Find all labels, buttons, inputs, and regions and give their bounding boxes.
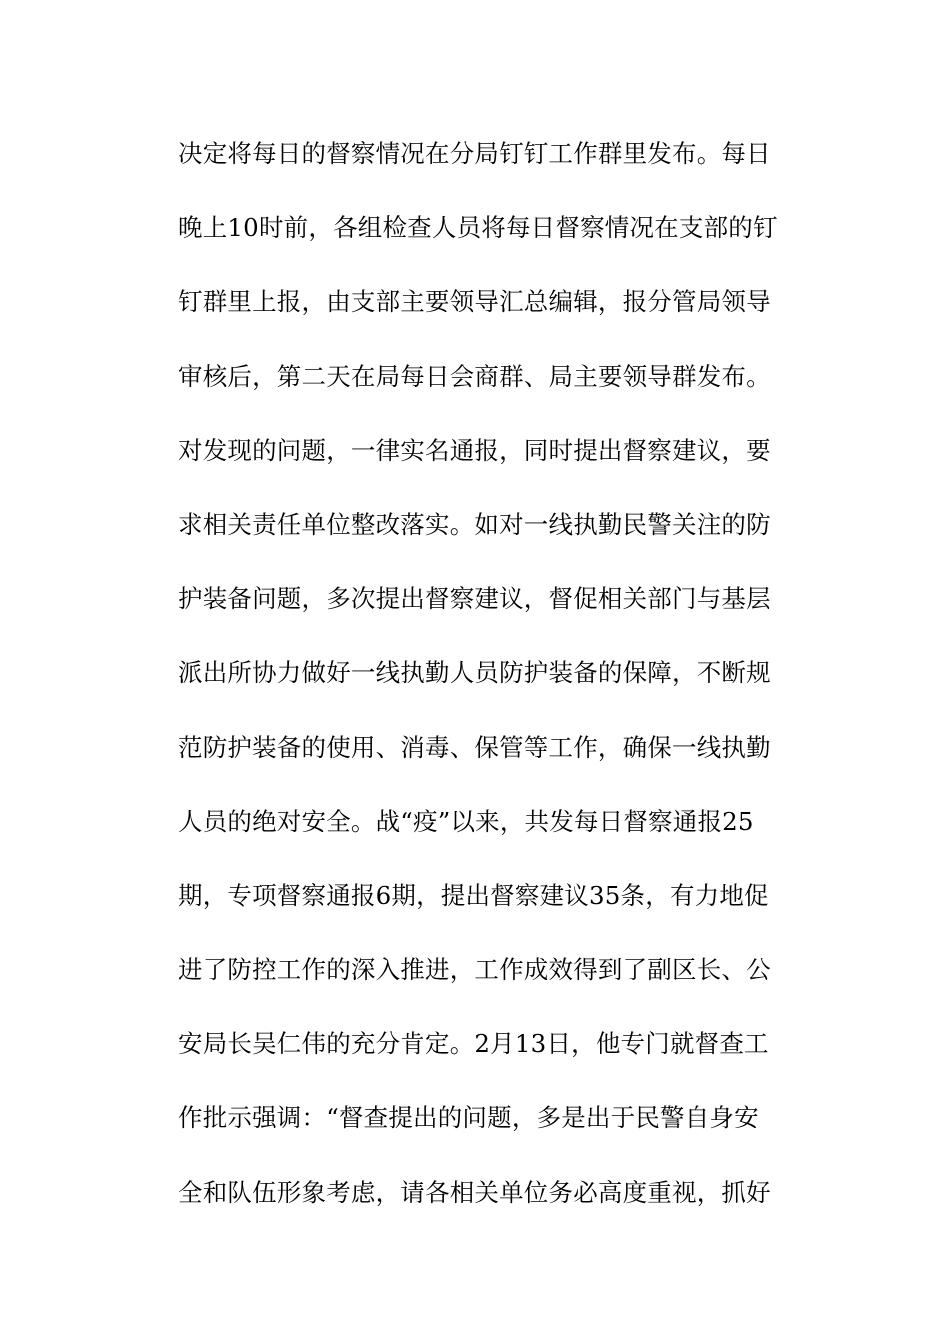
text-line: 人员的绝对安全。战“疫”以来，共发每日督察通报25: [178, 806, 754, 836]
text-line: 审核后，第二天在局每日会商群、局主要领导群发布。: [178, 361, 771, 391]
text-line: 安局长吴仁伟的充分肯定。2月13日，他专门就督查工: [178, 1029, 769, 1059]
text-line: 求相关责任单位整改落实。如对一线执勤民警关注的防: [178, 509, 771, 539]
text-line: 作批示强调：“督查提出的问题，多是出于民警自身安: [178, 1103, 759, 1133]
text-line: 期，专项督察通报6期，提出督察建议35条，有力地促: [178, 880, 769, 910]
text-line: 进了防控工作的深入推进，工作成效得到了副区长、公: [178, 955, 771, 985]
text-line: 全和队伍形象考虑，请各相关单位务必高度重视，抓好: [178, 1177, 771, 1207]
text-line: 对发现的问题，一律实名通报，同时提出督察建议，要: [178, 435, 771, 465]
text-line: 钉群里上报，由支部主要领导汇总编辑，报分管局领导: [178, 287, 771, 317]
text-line: 范防护装备的使用、消毒、保管等工作，确保一线执勤: [178, 732, 771, 762]
text-line: 决定将每日的督察情况在分局钉钉工作群里发布。每日: [178, 139, 771, 168]
text-line: 护装备问题，多次提出督察建议，督促相关部门与基层: [178, 584, 771, 614]
body-text: [178, 132, 778, 1245]
text-line: 派出所协力做好一线执勤人员防护装备的保障，不断规: [178, 658, 771, 688]
text-line: 晚上10时前，各组检查人员将每日督察情况在支部的钉: [178, 213, 778, 243]
